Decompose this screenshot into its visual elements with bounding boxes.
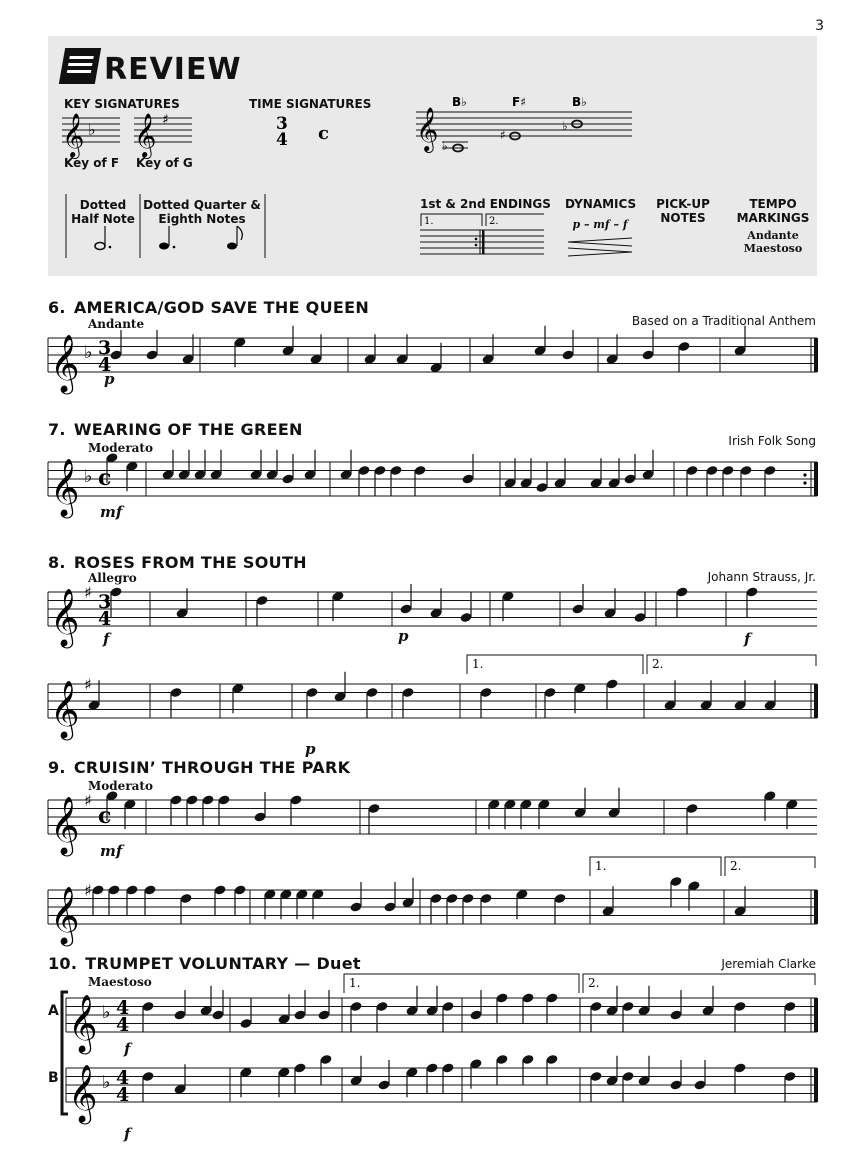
flat-icon: ♭ <box>102 1002 111 1023</box>
hairpins <box>566 236 636 258</box>
endings-heading: 1st & 2nd ENDINGS <box>420 197 551 211</box>
song-8-number: 8. <box>48 553 66 572</box>
song-9-endings <box>589 856 817 876</box>
song-7-tempo: Moderato <box>88 441 153 455</box>
song-8-ending-2: 2. <box>652 657 664 671</box>
song-6-composer: Based on a Traditional Anthem <box>631 314 816 328</box>
treble-clef-icon: 𝄞 <box>50 588 80 646</box>
svg-text:𝄞: 𝄞 <box>416 107 439 151</box>
dynamics-heading: DYNAMICS <box>565 197 637 211</box>
duet-brace <box>56 990 86 1120</box>
note-b-flat: B♭ <box>452 95 467 109</box>
song-6-number: 6. <box>48 298 66 317</box>
song-9-staff-1 <box>0 790 864 860</box>
time-sig-top: 4 <box>116 997 130 1019</box>
sharp-icon: ♯ <box>84 583 92 602</box>
song-7-number: 7. <box>48 420 66 439</box>
review-title: REVIEW <box>104 52 242 87</box>
svg-text:♯: ♯ <box>162 112 169 128</box>
final-barline <box>814 890 818 924</box>
tempo-item-andante: Andante <box>747 229 799 242</box>
part-b-label: B <box>48 1070 59 1086</box>
time-sig-bottom: 4 <box>276 130 288 150</box>
time-sig-bottom: 4 <box>116 1014 130 1036</box>
time-signatures-heading: TIME SIGNATURES <box>249 97 372 111</box>
song-8-dynamic-2: p <box>398 627 409 645</box>
song-7-dynamic: mf <box>100 503 123 521</box>
key-of-g-label: Key of G <box>136 156 193 170</box>
treble-clef-icon: 𝄞 <box>50 458 80 516</box>
repeat-barline <box>814 462 818 496</box>
song-8-staff-2 <box>0 674 864 744</box>
common-time-icon: c <box>98 465 112 491</box>
song-10-composer: Jeremiah Clarke <box>721 957 816 971</box>
final-barline <box>814 998 818 1032</box>
song-8-tempo: Allegro <box>88 571 137 585</box>
note-f-sharp: F♯ <box>512 95 527 109</box>
key-of-f-label: Key of F <box>64 156 120 170</box>
key-signature-staves <box>60 110 200 160</box>
song-9-name: CRUISIN’ THROUGH THE PARK <box>73 758 351 777</box>
time-sig-top: 3 <box>98 591 112 613</box>
note-b-flat-2: B♭ <box>572 95 587 109</box>
song-9-number: 9. <box>48 758 66 777</box>
song-7-title <box>48 420 303 439</box>
sharp-icon: ♯ <box>84 881 92 900</box>
song-9-staff-2 <box>0 880 864 950</box>
page-number: 3 <box>815 18 824 34</box>
svg-text:𝄞: 𝄞 <box>62 113 85 157</box>
tempo-markings-heading: TEMPO MARKINGS <box>736 197 810 225</box>
svg-text:♭: ♭ <box>88 120 96 139</box>
song-8-ending-1: 1. <box>472 657 484 671</box>
song-9-tempo: Moderato <box>88 779 153 793</box>
song-10-endings <box>343 973 817 993</box>
song-10-ending-1: 1. <box>349 976 361 990</box>
sharp-icon: ♯ <box>84 791 92 810</box>
key-signatures-heading: KEY SIGNATURES <box>64 97 180 111</box>
song-8-dynamic-4: p <box>305 740 316 758</box>
dotted-half-label: Dotted Half Note <box>71 198 135 226</box>
song-7-name: WEARING OF THE GREEN <box>73 420 303 439</box>
treble-clef-icon: 𝄞 <box>68 1064 98 1122</box>
song-10-ending-2: 2. <box>588 976 600 990</box>
song-9-ending-2: 2. <box>730 859 742 873</box>
svg-text:𝄞: 𝄞 <box>134 113 157 157</box>
song-7-staff <box>0 452 864 522</box>
time-sig-bottom: 4 <box>98 608 112 630</box>
treble-clef-icon: 𝄞 <box>50 680 80 738</box>
song-6-staff <box>0 328 864 398</box>
part-a-label: A <box>48 1003 59 1019</box>
method-logo <box>59 48 101 84</box>
song-6-tempo: Andante <box>88 317 145 331</box>
song-10-tempo: Maestoso <box>88 975 152 989</box>
song-6-title <box>48 298 369 317</box>
time-signatures <box>270 115 340 155</box>
tempo-item-maestoso: Maestoso <box>743 242 803 255</box>
song-10-title <box>48 954 361 973</box>
song-6-dynamic: p <box>104 370 115 388</box>
dotted-quarter-label: Dotted Quarter & Eighth Notes <box>143 198 261 226</box>
accidental-notes-staff <box>412 94 642 164</box>
svg-text:♭: ♭ <box>442 139 448 153</box>
treble-clef-icon: 𝄞 <box>50 886 80 944</box>
final-barline <box>814 684 818 718</box>
ending-first: 1. <box>424 216 434 227</box>
song-8-composer: Johann Strauss, Jr. <box>707 570 816 584</box>
song-8-staff-1 <box>0 582 864 652</box>
flat-icon: ♭ <box>102 1072 111 1093</box>
song-7-composer: Irish Folk Song <box>728 434 816 448</box>
time-sig-bottom: 4 <box>116 1084 130 1106</box>
common-time-icon: c <box>98 803 112 829</box>
pickup-notes-label: PICK-UP NOTES <box>656 197 710 225</box>
final-barline <box>814 338 818 372</box>
svg-text:♯: ♯ <box>500 128 506 142</box>
song-10-dynamic-b: f <box>124 1125 131 1143</box>
treble-clef-icon: 𝄞 <box>50 796 80 854</box>
song-9-dynamic: mf <box>100 842 123 860</box>
song-8-name: ROSES FROM THE SOUTH <box>73 553 307 572</box>
song-10-dynamic-a: f <box>124 1040 131 1058</box>
song-8-dynamic-3: f <box>744 630 751 648</box>
time-sig-bottom: 4 <box>98 354 112 376</box>
song-6-name: AMERICA/GOD SAVE THE QUEEN <box>73 298 370 317</box>
treble-clef-icon: 𝄞 <box>50 334 80 392</box>
dynamics-example: p – mf – f <box>572 218 628 231</box>
song-10-staff-b <box>0 1058 864 1128</box>
flat-icon: ♭ <box>84 342 93 363</box>
flat-icon: ♭ <box>84 466 93 487</box>
song-9-ending-1: 1. <box>595 859 607 873</box>
ending-second: 2. <box>489 216 499 227</box>
endings-example <box>420 212 546 262</box>
song-9-title <box>48 758 350 777</box>
song-10-name: TRUMPET VOLUNTARY — Duet <box>85 954 361 973</box>
common-time: c <box>318 123 329 144</box>
time-sig-top: 3 <box>98 337 112 359</box>
sharp-icon: ♯ <box>84 675 92 694</box>
song-10-number: 10. <box>48 954 78 973</box>
song-8-title <box>48 553 307 572</box>
song-8-endings <box>466 654 818 674</box>
time-sig-top: 4 <box>116 1067 130 1089</box>
song-8-dynamic-1: f <box>103 630 110 648</box>
time-sig-top: 3 <box>276 114 288 134</box>
svg-text:♭: ♭ <box>562 119 568 133</box>
treble-clef-icon: 𝄞 <box>68 994 98 1052</box>
final-barline <box>814 1068 818 1102</box>
